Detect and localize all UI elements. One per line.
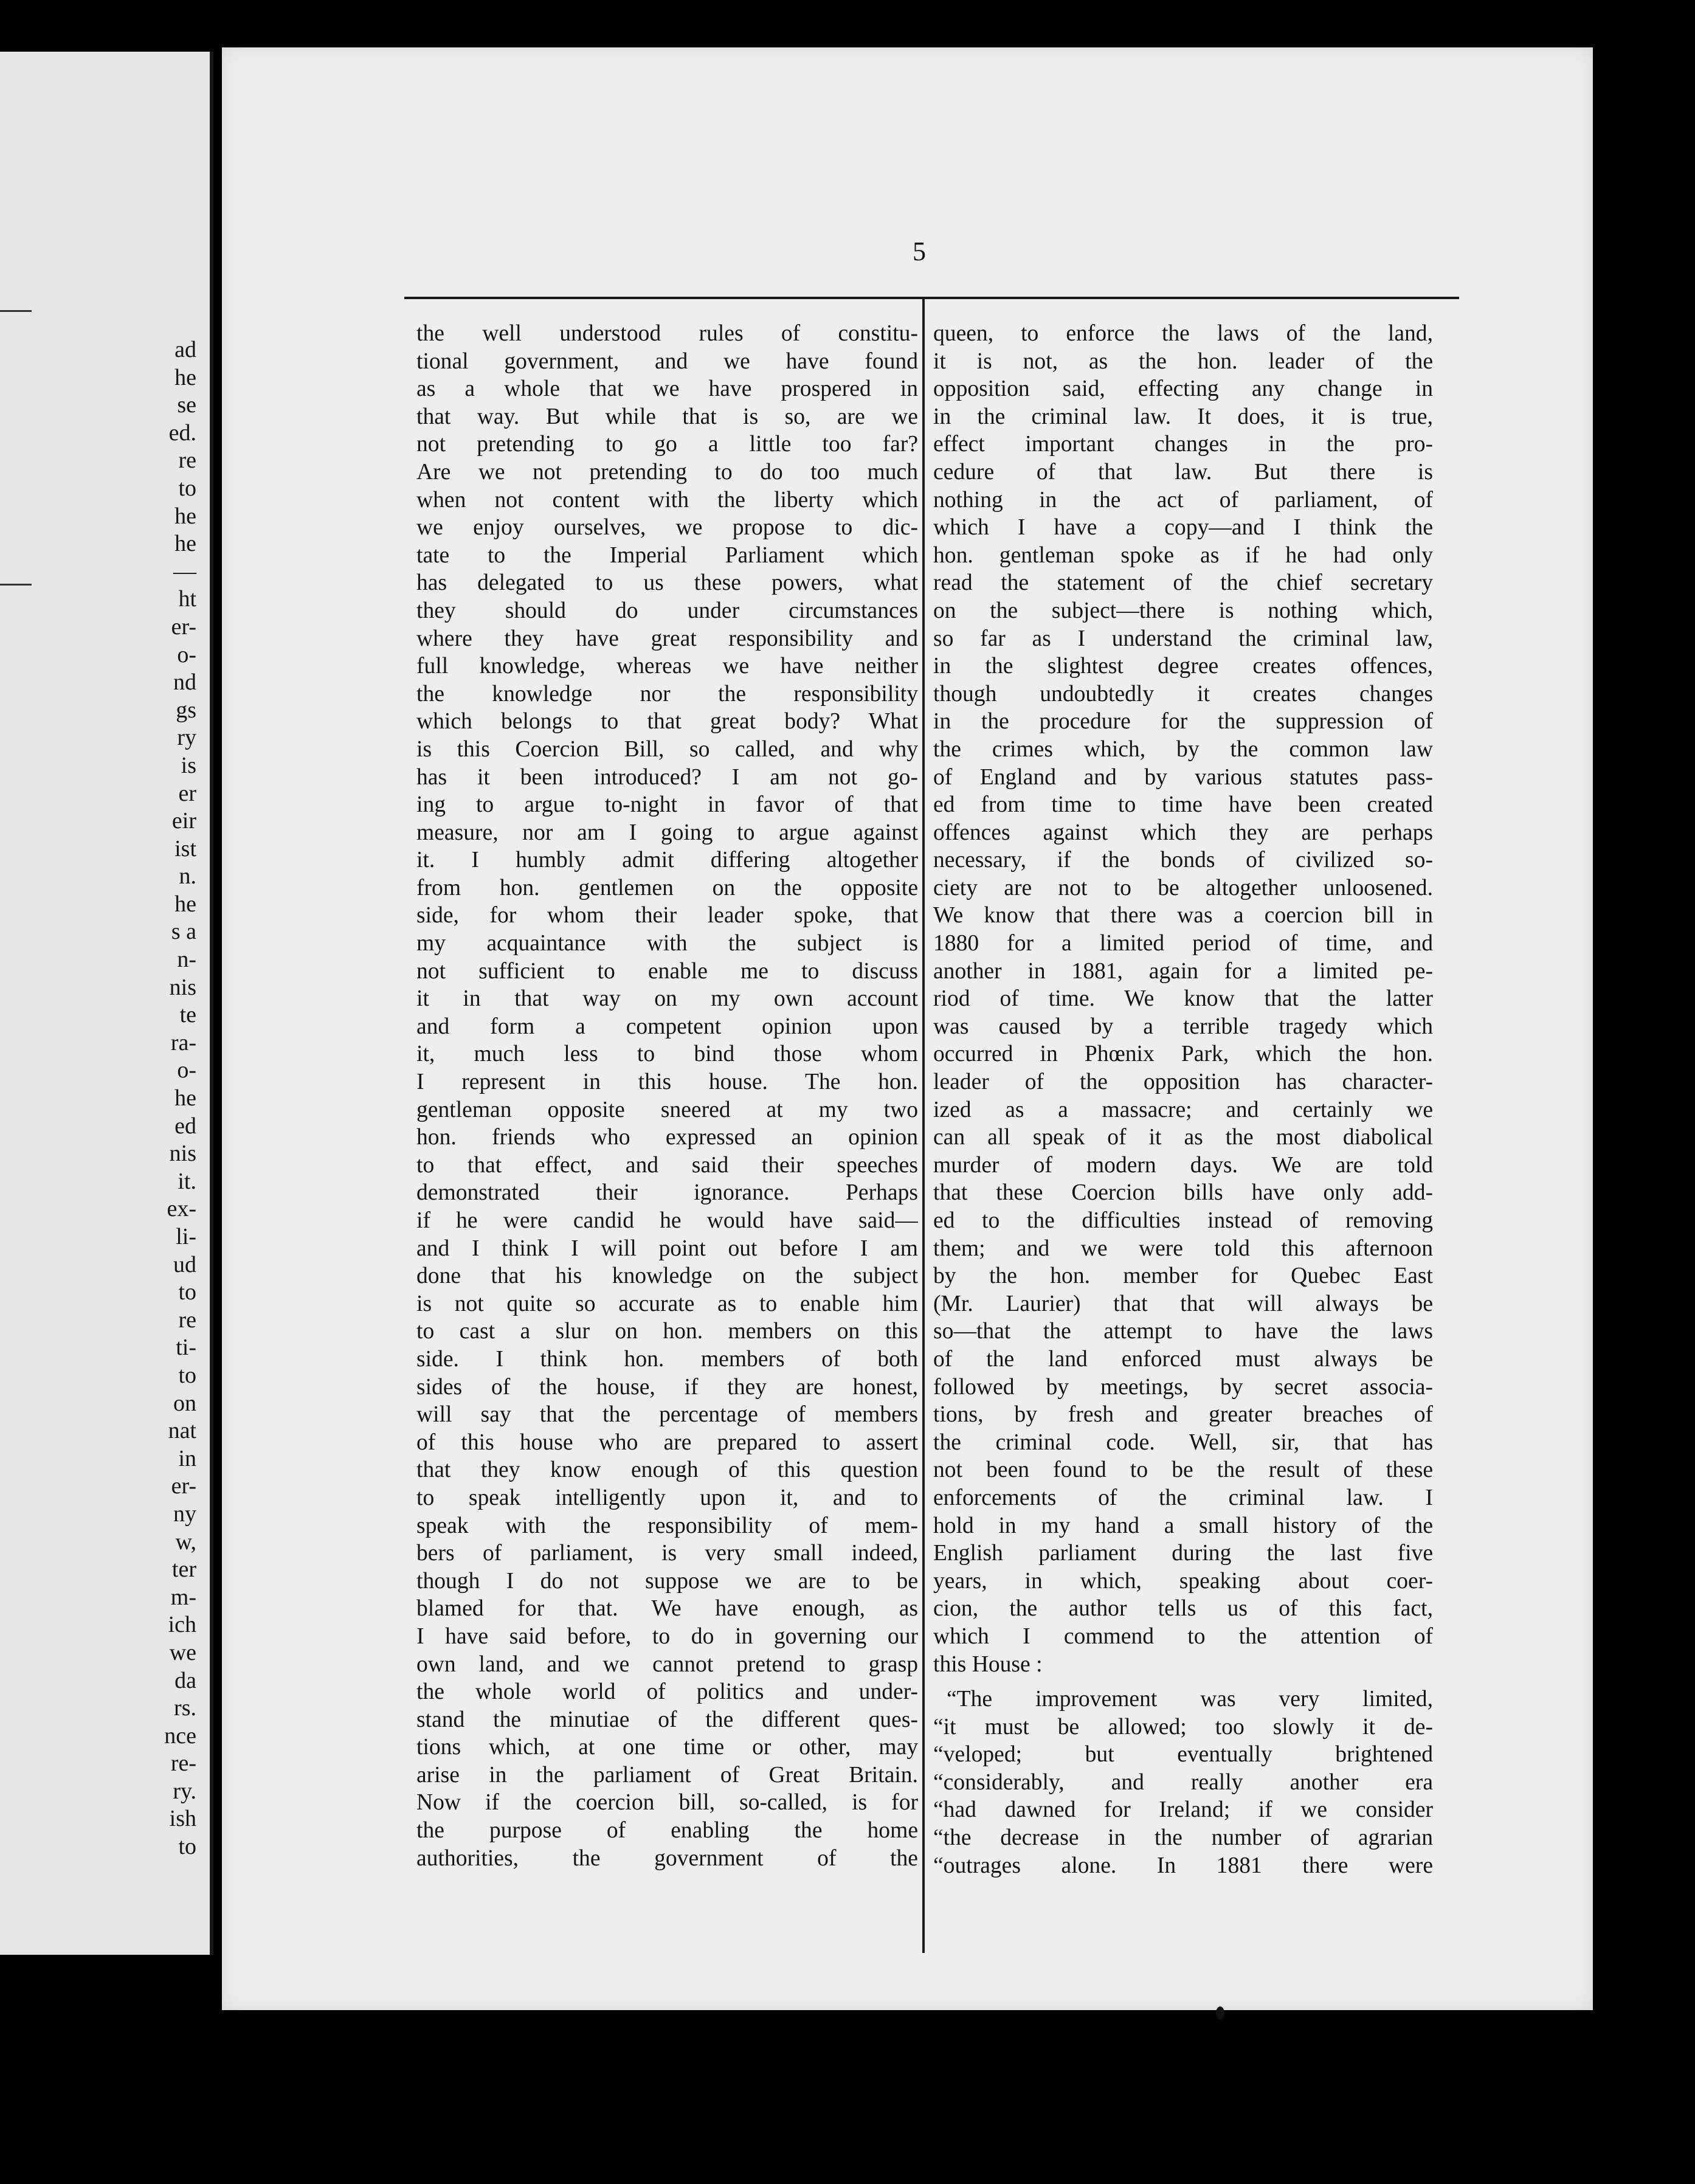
facing-page-fragment-line: on xyxy=(173,1390,196,1416)
text-line: stand the minutiae of the different ques- xyxy=(416,1707,918,1732)
facing-page-fragment-line: — xyxy=(173,558,196,584)
text-line: I have said before, to do in governing our xyxy=(416,1623,918,1649)
text-line: “veloped; but eventually brightened xyxy=(933,1742,1433,1768)
facing-page-fragment-line: he xyxy=(174,891,196,917)
text-line: the criminal code. Well, sir, that has xyxy=(933,1429,1433,1455)
text-line: leader of the opposition has character- xyxy=(933,1070,1433,1095)
text-line: them; and we were told this afternoon xyxy=(933,1235,1433,1261)
facing-page-fragment-line: to xyxy=(178,1279,196,1305)
text-line: cedure of that law. But there is xyxy=(933,459,1433,485)
text-line: demonstrated their ignorance. Perhaps xyxy=(416,1180,918,1206)
text-line: side. I think hon. members of both xyxy=(416,1346,918,1372)
text-line: the well understood rules of constitu- xyxy=(416,321,918,346)
facing-page-fragment-line: ist xyxy=(174,835,196,862)
facing-page-fragment-line: re- xyxy=(170,1750,196,1777)
facing-page-fragment-line: eir xyxy=(171,808,196,834)
text-line: offences against which they are perhaps xyxy=(933,820,1433,845)
text-line: which belongs to that great body? What xyxy=(416,709,918,734)
text-line: occurred in Phœnix Park, which the hon. xyxy=(933,1042,1433,1067)
facing-page-fragment-line: to xyxy=(178,1834,196,1860)
text-line: and I think I will point out before I am xyxy=(416,1235,918,1261)
text-line: not pretending to go a little too far? xyxy=(416,432,918,457)
text-line: that way. But while that is so, are we xyxy=(416,404,918,429)
text-line: it is not, as the hon. leader of the xyxy=(933,348,1433,374)
text-line: ing to argue to-night in favor of that xyxy=(416,792,918,818)
text-line: nothing in the act of parliament, of xyxy=(933,487,1433,513)
text-line: 1880 for a limited period of time, and xyxy=(933,931,1433,956)
text-line: the knowledge nor the responsibility xyxy=(416,681,918,707)
text-line: (Mr. Laurier) that that will always be xyxy=(933,1291,1433,1316)
facing-page-fragment-line: ry. xyxy=(173,1778,196,1804)
text-line: blamed for that. We have enough, as xyxy=(416,1596,918,1622)
text-line: “considerably, and really another era xyxy=(933,1769,1433,1795)
facing-page-fragment-line: ter xyxy=(171,1557,196,1583)
facing-page-fragment-line: o- xyxy=(177,641,196,668)
text-line: will say that the percentage of members xyxy=(416,1402,918,1428)
facing-page-fragment-line: ud xyxy=(173,1251,196,1277)
text-line: Now if the coercion bill, so-called, is for xyxy=(416,1790,918,1816)
column-divider xyxy=(922,298,925,1953)
text-line: is not quite so accurate as to enable him xyxy=(416,1291,918,1316)
facing-page-fragment-line: ex- xyxy=(167,1196,196,1222)
text-line: ciety are not to be altogether unloosened. xyxy=(933,875,1433,900)
text-line: we enjoy ourselves, we propose to dic- xyxy=(416,515,918,541)
text-line: in the slightest degree creates offences, xyxy=(933,654,1433,679)
text-line: full knowledge, whereas we have neither xyxy=(416,654,918,679)
text-line: has it been introduced? I am not go- xyxy=(416,764,918,790)
text-line: authorities, the government of the xyxy=(416,1845,918,1871)
facing-page-fragment-line: to xyxy=(178,475,196,501)
text-line: side, for whom their leader spoke, that xyxy=(416,903,918,928)
header-rule xyxy=(404,297,1459,299)
text-line: though undoubtedly it creates changes xyxy=(933,681,1433,707)
facing-page-fragment-line: ry xyxy=(177,725,196,751)
facing-page-fragment-line: se xyxy=(177,392,196,418)
text-line: it in that way on my own account xyxy=(416,986,918,1012)
text-line: done that his knowledge on the subject xyxy=(416,1263,918,1289)
facing-page-fragment-line: rs. xyxy=(174,1695,196,1721)
facing-page-fragment-line: da xyxy=(174,1667,196,1693)
text-line: the crimes which, by the common law xyxy=(933,736,1433,762)
text-line: when not content with the liberty which xyxy=(416,487,918,513)
text-line: gentleman opposite sneered at my two xyxy=(416,1097,918,1122)
facing-page-fragment-line: nis xyxy=(169,1141,196,1167)
text-line: “outrages alone. In 1881 there were xyxy=(933,1853,1433,1878)
facing-page-fragment-line: he xyxy=(174,1085,196,1111)
text-line: measure, nor am I going to argue against xyxy=(416,820,918,845)
text-line: though I do not suppose we are to be xyxy=(416,1568,918,1594)
text-line: which I have a copy—and I think the xyxy=(933,515,1433,541)
text-line: arise in the parliament of Great Britain. xyxy=(416,1762,918,1788)
text-line: effect important changes in the pro- xyxy=(933,432,1433,457)
text-line: to that effect, and said their speeches xyxy=(416,1152,918,1178)
text-line: where they have great responsibility and xyxy=(416,626,918,651)
facing-page-fragment-line: nat xyxy=(168,1418,196,1444)
text-line: that they know enough of this question xyxy=(416,1457,918,1483)
text-line: years, in which, speaking about coer- xyxy=(933,1568,1433,1594)
text-line: hon. friends who expressed an opinion xyxy=(416,1125,918,1150)
text-line: tions which, at one time or other, may xyxy=(416,1735,918,1760)
document-page xyxy=(222,47,1593,2010)
text-line: so—that the attempt to have the laws xyxy=(933,1319,1433,1344)
text-line: so far as I understand the criminal law, xyxy=(933,626,1433,651)
text-line: has delegated to us these powers, what xyxy=(416,570,918,596)
text-line: on the subject—there is nothing which, xyxy=(933,598,1433,623)
text-line: ed from time to time have been created xyxy=(933,792,1433,818)
facing-page-fragment-line: we xyxy=(169,1639,196,1665)
text-line: riod of time. We know that the latter xyxy=(933,986,1433,1012)
facing-page-fragment-line: nd xyxy=(173,669,196,696)
text-line: hold in my hand a small history of the xyxy=(933,1513,1433,1538)
text-line: “the decrease in the number of agrarian xyxy=(933,1825,1433,1851)
text-line: by the hon. member for Quebec East xyxy=(933,1263,1433,1289)
facing-page-fragment-line: in xyxy=(178,1445,196,1471)
text-line: another in 1881, again for a limited pe- xyxy=(933,958,1433,984)
text-line: the purpose of enabling the home xyxy=(416,1818,918,1844)
facing-page-fragment-line: ny xyxy=(173,1501,196,1527)
text-line: bers of parliament, is very small indeed, xyxy=(416,1541,918,1566)
text-line: tions, by fresh and greater breaches of xyxy=(933,1402,1433,1428)
text-line: this House : xyxy=(933,1651,1043,1677)
text-line: to cast a slur on hon. members on this xyxy=(416,1319,918,1344)
facing-page-fragment-line: n. xyxy=(179,863,196,890)
text-line: own land, and we cannot pretend to grasp xyxy=(416,1651,918,1677)
facing-page-fragment-line: s a xyxy=(171,919,196,945)
text-line: of the land enforced must always be xyxy=(933,1346,1433,1372)
text-line: that these Coercion bills have only add- xyxy=(933,1180,1433,1206)
text-line: opposition said, effecting any change in xyxy=(933,376,1433,402)
facing-page-fragment-line: re xyxy=(178,1307,196,1333)
facing-page-fragment-line: li- xyxy=(176,1224,196,1249)
text-line: it. I humbly admit differing altogether xyxy=(416,848,918,873)
facing-page-fragment-line: is xyxy=(181,752,196,778)
text-line: tional government, and we have found xyxy=(416,348,918,374)
text-line: ized as a massacre; and certainly we xyxy=(933,1097,1433,1122)
text-line: “had dawned for Ireland; if we consider xyxy=(933,1797,1433,1823)
facing-page-fragment xyxy=(0,52,213,1955)
facing-page-fragment-line: er- xyxy=(171,1473,196,1499)
text-line: from hon. gentlemen on the opposite xyxy=(416,875,918,900)
facing-page-fragment-line: ed. xyxy=(168,420,196,446)
text-column-right xyxy=(933,320,1433,1879)
facing-page-fragment-line: n- xyxy=(177,947,196,973)
text-line: in the criminal law. It does, it is true, xyxy=(933,404,1433,429)
facing-page-fragment-line: to xyxy=(178,1362,196,1388)
facing-page-fragment-line: ed xyxy=(174,1113,196,1139)
facing-page-fragment-line: ra- xyxy=(170,1029,196,1056)
text-line: they should do under circumstances xyxy=(416,598,918,623)
facing-page-fragment-line: o- xyxy=(177,1057,196,1083)
ink-speck xyxy=(1216,2006,1224,2020)
facing-page-fragment-line: he xyxy=(174,364,196,390)
text-line: “it must be allowed; too slowly it de- xyxy=(933,1714,1433,1740)
text-line: is this Coercion Bill, so called, and why xyxy=(416,736,918,762)
text-line: can all speak of it as the most diabolical xyxy=(933,1125,1433,1150)
facing-page-fragment-line: w, xyxy=(175,1529,196,1555)
text-line: hon. gentleman spoke as if he had only xyxy=(933,542,1433,568)
text-line: to speak intelligently upon it, and to xyxy=(416,1485,918,1510)
text-line: sides of the house, if they are honest, xyxy=(416,1374,918,1400)
text-line: I represent in this house. The hon. xyxy=(416,1070,918,1095)
text-line: speak with the responsibility of mem- xyxy=(416,1513,918,1538)
facing-page-fragment-line: ish xyxy=(169,1806,196,1832)
text-line: Are we not pretending to do too much xyxy=(416,459,918,485)
facing-page-fragment-line: m- xyxy=(170,1584,196,1610)
text-line: if he were candid he would have said— xyxy=(416,1208,918,1233)
facing-page-fragment-line: ad xyxy=(174,337,196,362)
page-number: 5 xyxy=(913,237,926,266)
facing-page-rule xyxy=(0,584,32,586)
text-line: it, much less to bind those whom xyxy=(416,1042,918,1067)
text-line: ed to the difficulties instead of removing xyxy=(933,1208,1433,1233)
facing-page-fragment-line: nis xyxy=(169,974,196,1000)
text-line: queen, to enforce the laws of the land, xyxy=(933,321,1433,346)
text-line: followed by meetings, by secret associa- xyxy=(933,1374,1433,1400)
text-line: of this house who are prepared to assert xyxy=(416,1429,918,1455)
facing-page-fragment-line: re xyxy=(178,448,196,474)
facing-page-text-fragments xyxy=(148,336,196,1861)
text-line: cion, the author tells us of this fact, xyxy=(933,1596,1433,1622)
text-line: the whole world of politics and under- xyxy=(416,1679,918,1705)
text-line: enforcements of the criminal law. I xyxy=(933,1485,1433,1510)
text-line: not sufficient to enable me to discuss xyxy=(416,958,918,984)
text-line: read the statement of the chief secretary xyxy=(933,570,1433,596)
facing-page-fragment-line: he xyxy=(174,503,196,529)
text-line: of England and by various statutes pass- xyxy=(933,764,1433,790)
facing-page-fragment-line: nce xyxy=(164,1723,196,1749)
text-line: and form a competent opinion upon xyxy=(416,1014,918,1039)
facing-page-fragment-line: te xyxy=(179,1002,196,1028)
text-line: was caused by a terrible tragedy which xyxy=(933,1014,1433,1039)
facing-page-fragment-line: gs xyxy=(176,697,196,723)
facing-page-fragment-line: ht xyxy=(178,586,196,612)
text-line: not been found to be the result of these xyxy=(933,1457,1433,1483)
facing-page-fragment-line: er- xyxy=(171,613,196,640)
facing-page-fragment-line: er xyxy=(178,780,196,806)
facing-page-fragment-line: it. xyxy=(178,1168,196,1194)
text-line: in the procedure for the suppression of xyxy=(933,709,1433,734)
facing-page-fragment-line: ich xyxy=(168,1612,196,1638)
text-line: which I commend to the attention of xyxy=(933,1623,1433,1649)
text-line: as a whole that we have prospered in xyxy=(416,376,918,402)
facing-page-fragment-line: he xyxy=(174,531,196,557)
text-line: tate to the Imperial Parliament which xyxy=(416,542,918,568)
text-column-left xyxy=(416,320,918,1872)
text-line: “The improvement was very limited, xyxy=(947,1687,1433,1712)
text-line: We know that there was a coercion bill in xyxy=(933,903,1433,928)
text-line: necessary, if the bonds of civilized so- xyxy=(933,848,1433,873)
facing-page-fragment-line: ti- xyxy=(176,1335,196,1361)
text-line: murder of modern days. We are told xyxy=(933,1152,1433,1178)
text-line: English parliament during the last five xyxy=(933,1541,1433,1566)
facing-page-rule xyxy=(0,310,32,312)
text-line: my acquaintance with the subject is xyxy=(416,931,918,956)
